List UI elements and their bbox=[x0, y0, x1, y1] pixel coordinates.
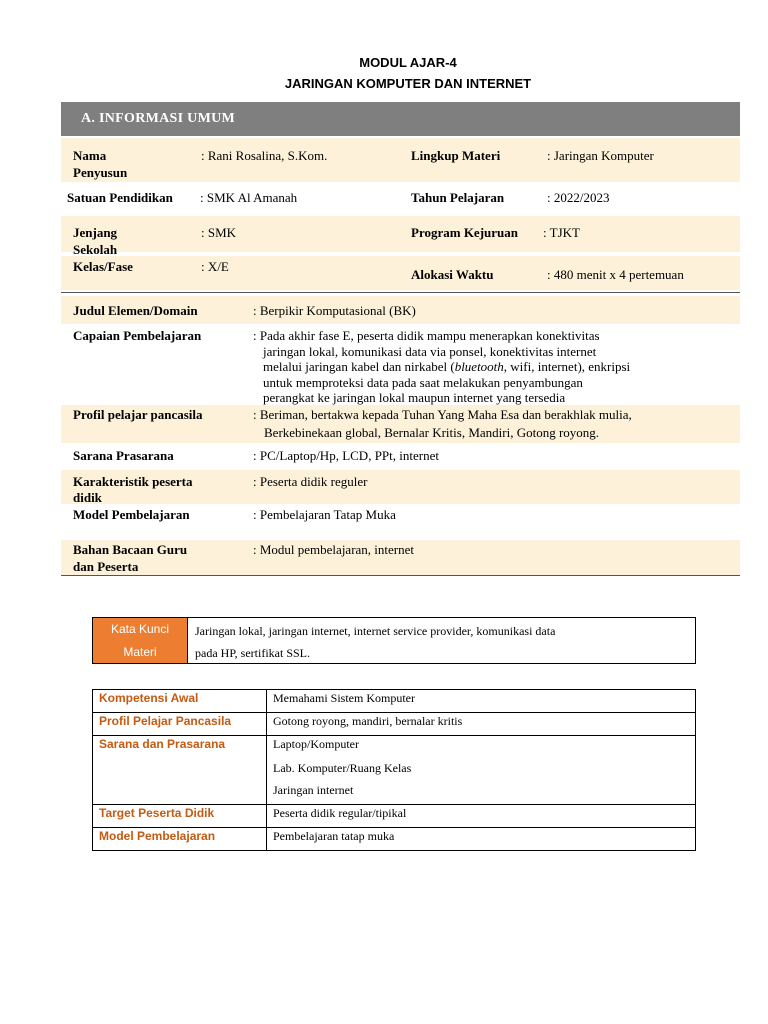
lingkup-value: : Jaringan Komputer bbox=[547, 148, 654, 163]
sarana-prasarana-label: Sarana dan Prasarana bbox=[99, 737, 226, 751]
tahun-value: : 2022/2023 bbox=[547, 190, 610, 205]
capaian-label: Capaian Pembelajaran bbox=[73, 328, 202, 343]
competencies-table bbox=[92, 689, 696, 851]
profil-line-2: Berkebinekaan global, Bernalar Kritis, Mandiri, Gotong royong. bbox=[264, 425, 600, 440]
profil-pelajar-value: Gotong royong, mandiri, bernalar kritis bbox=[273, 714, 463, 728]
program-value: : TJKT bbox=[543, 225, 580, 240]
model-pembelajaran-value: Pembelajaran tatap muka bbox=[273, 829, 395, 843]
kompetensi-awal-label: Kompetensi Awal bbox=[99, 691, 199, 705]
section-divider bbox=[61, 292, 740, 293]
karakteristik-value: : Peserta didik reguler bbox=[253, 474, 368, 489]
row-divider bbox=[93, 735, 695, 736]
kata-kunci-text-line-2: pada HP, sertifikat SSL. bbox=[195, 646, 310, 660]
satuan-label: Satuan Pendidikan bbox=[67, 190, 173, 205]
profil-line-1: : Beriman, bertakwa kepada Tuhan Yang Maha Esa dan berakhlak mulia, bbox=[253, 407, 632, 422]
profil-label: Profil pelajar pancasila bbox=[73, 407, 203, 422]
alokasi-value: : 480 menit x 4 pertemuan bbox=[547, 267, 684, 282]
alokasi-label: Alokasi Waktu bbox=[411, 267, 494, 282]
lingkup-label: Lingkup Materi bbox=[411, 148, 501, 163]
capaian-line-1: : Pada akhir fase E, peserta didik mampu menerapkan konektivitas bbox=[253, 328, 600, 343]
sarana-item: Laptop/Komputer bbox=[273, 737, 359, 751]
capaian-line-3c: , wifi, internet), enkripsi bbox=[503, 359, 631, 374]
target-peserta-value: Peserta didik regular/tipikal bbox=[273, 806, 407, 820]
sarana-value: : PC/Laptop/Hp, LCD, PPt, internet bbox=[253, 448, 439, 463]
kata-kunci-text bbox=[195, 620, 635, 664]
capaian-line-2: jaringan lokal, komunikasi data via ponsel, konektivitas internet bbox=[263, 344, 597, 359]
satuan-value: : SMK Al Amanah bbox=[200, 190, 298, 205]
kompetensi-awal-value: Memahami Sistem Komputer bbox=[273, 691, 415, 705]
judul-label: Judul Elemen/Domain bbox=[73, 303, 198, 318]
model-value: : Pembelajaran Tatap Muka bbox=[253, 507, 396, 522]
kelas-label: Kelas/Fase bbox=[73, 259, 133, 274]
kelas-value: : X/E bbox=[201, 259, 229, 274]
bahan-value: : Modul pembelajaran, internet bbox=[253, 542, 415, 557]
sarana-item: Lab. Komputer/Ruang Kelas bbox=[273, 761, 412, 775]
kata-kunci-label bbox=[93, 618, 187, 663]
row-divider bbox=[93, 712, 695, 713]
nama-label-2: Penyusun bbox=[73, 165, 128, 180]
row-divider bbox=[93, 827, 695, 828]
row-divider bbox=[93, 804, 695, 805]
module-title: MODUL AJAR-4 bbox=[359, 55, 457, 70]
target-peserta-label: Target Peserta Didik bbox=[99, 806, 215, 820]
jenjang-value: : SMK bbox=[201, 225, 237, 240]
capaian-line-3a: melalui jaringan kabel dan nirkabel ( bbox=[263, 359, 455, 374]
nama-value: : Rani Rosalina, S.Kom. bbox=[201, 148, 328, 163]
sarana-item: Jaringan internet bbox=[273, 783, 354, 797]
capaian-line-5: perangkat ke jaringan lokal maupun internet yang tersedia bbox=[263, 390, 566, 405]
model-pembelajaran-label: Model Pembelajaran bbox=[99, 829, 216, 843]
jenjang-label: Jenjang bbox=[73, 225, 118, 240]
section-bottom-border bbox=[61, 575, 740, 576]
info-band bbox=[61, 216, 740, 252]
kata-kunci-label-line-1: Kata Kunci bbox=[110, 622, 170, 636]
karakteristik-label-2: didik bbox=[73, 490, 102, 505]
program-label: Program Kejuruan bbox=[411, 225, 518, 240]
tahun-label: Tahun Pelajaran bbox=[411, 190, 505, 205]
nama-label: Nama bbox=[73, 148, 107, 163]
capaian-line-3b: bluetooth bbox=[454, 359, 504, 374]
section-header-informasi-umum: A. INFORMASI UMUM bbox=[61, 102, 740, 136]
capaian-line-3 bbox=[263, 359, 630, 374]
competencies-column-divider bbox=[266, 690, 267, 850]
model-label: Model Pembelajaran bbox=[73, 507, 190, 522]
profil-pelajar-label: Profil Pelajar Pancasila bbox=[99, 714, 232, 728]
kata-kunci-divider bbox=[187, 618, 188, 663]
bahan-label: Bahan Bacaan Guru bbox=[73, 542, 188, 557]
module-subtitle: JARINGAN KOMPUTER DAN INTERNET bbox=[284, 76, 532, 91]
kata-kunci-table bbox=[92, 617, 696, 664]
kata-kunci-text-line-1: Jaringan lokal, jaringan internet, internet service provider, komunikasi data bbox=[195, 624, 556, 638]
capaian-line-4: untuk memproteksi data pada saat melakukan penyambungan bbox=[263, 375, 583, 390]
karakteristik-label: Karakteristik peserta bbox=[73, 474, 193, 489]
judul-value: : Berpikir Komputasional (BK) bbox=[253, 303, 416, 318]
kata-kunci-label-line-2: Materi bbox=[123, 645, 157, 659]
bahan-label-2: dan Peserta bbox=[73, 559, 139, 574]
sarana-label: Sarana Prasarana bbox=[73, 448, 174, 463]
jenjang-label-2: Sekolah bbox=[73, 242, 118, 257]
